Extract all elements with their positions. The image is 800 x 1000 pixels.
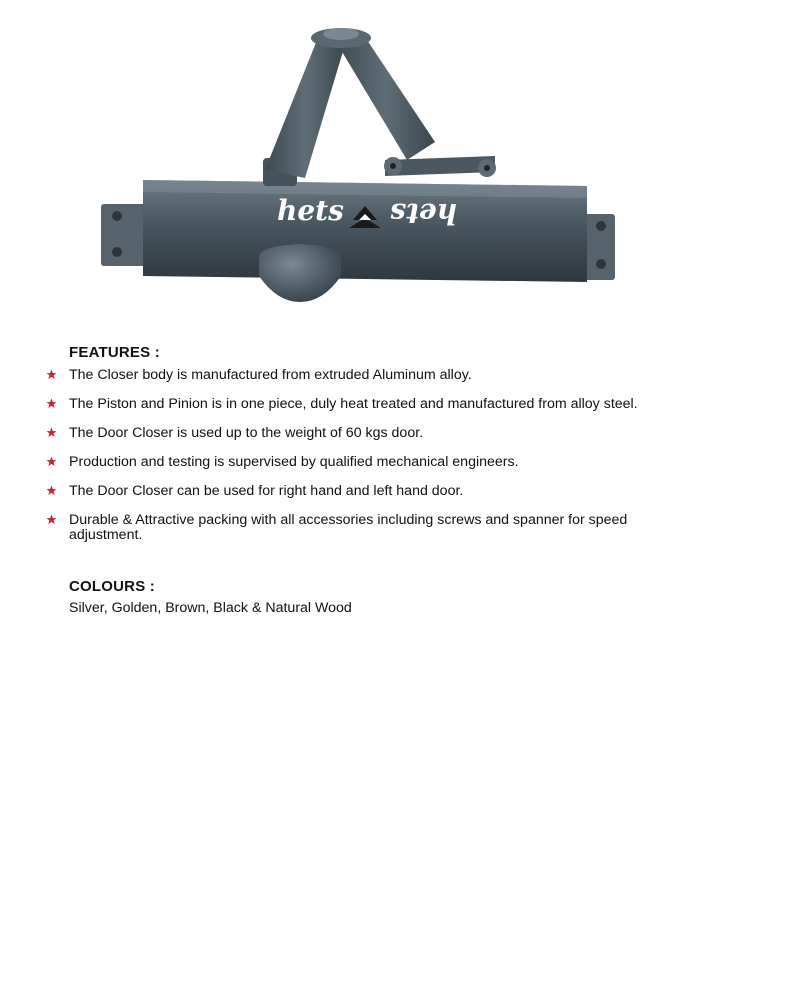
star-icon	[46, 514, 57, 525]
brand-text-left: hets	[277, 194, 344, 227]
feature-item	[44, 426, 644, 441]
features-heading: FEATURES :	[69, 344, 160, 361]
feature-text: The Closer body is manufactured from extruded Aluminum alloy.	[69, 367, 472, 383]
feature-item	[44, 513, 644, 543]
star-icon	[46, 369, 57, 380]
star-icon	[46, 427, 57, 438]
brand-text-right: hets	[390, 197, 457, 230]
feature-text: Durable & Attractive packing with all accessories including screws and spanner for speed adjustment.	[69, 512, 628, 543]
door-closer-image	[95, 20, 625, 310]
colours-heading: COLOURS :	[69, 578, 155, 595]
features-list	[44, 368, 644, 557]
feature-text: The Door Closer is used up to the weight of 60 kgs door.	[69, 425, 424, 441]
feature-text: The Door Closer can be used for right hand and left hand door.	[69, 483, 464, 499]
feature-item	[44, 455, 644, 470]
star-icon	[46, 398, 57, 409]
feature-item	[44, 397, 644, 412]
feature-item	[44, 368, 644, 383]
colours-value: Silver, Golden, Brown, Black & Natural Wood	[69, 600, 352, 616]
star-icon	[46, 485, 57, 496]
star-icon	[46, 456, 57, 467]
feature-text: Production and testing is supervised by qualified mechanical engineers.	[69, 454, 519, 470]
feature-item	[44, 484, 644, 499]
feature-text: The Piston and Pinion is in one piece, duly heat treated and manufactured from alloy steel.	[69, 396, 638, 412]
